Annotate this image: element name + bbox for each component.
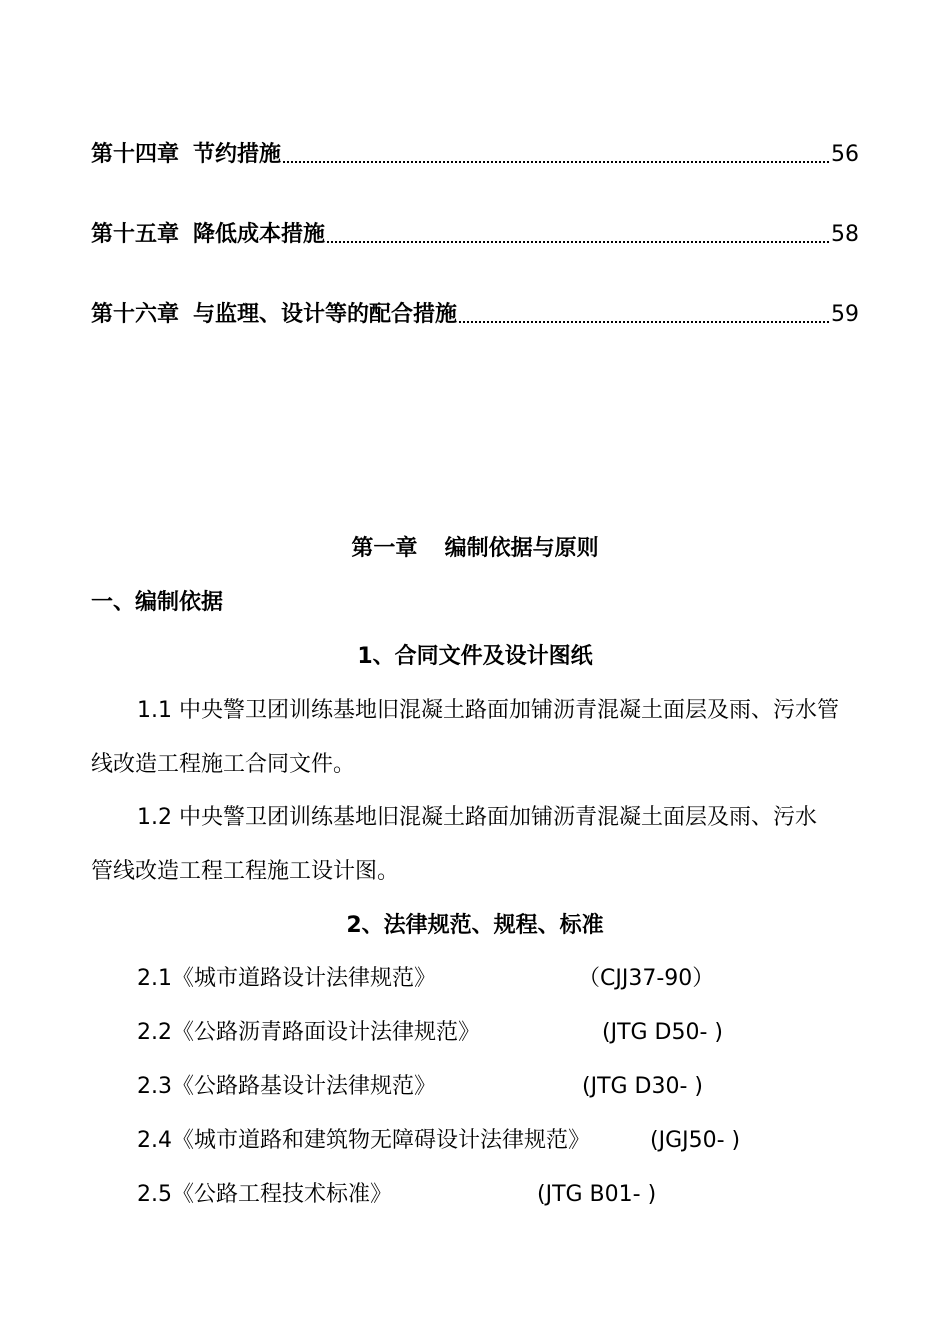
reference-name: 2.1《城市道路设计法律规范》 (137, 966, 436, 991)
reference-code: (JTG D50- ) (602, 1020, 723, 1045)
toc-chapter-number: 第十五章 (91, 222, 180, 247)
chapter-title: 编制依据与原则 (444, 536, 599, 561)
toc-chapter-number: 第十六章 (91, 302, 180, 327)
toc-page-number: 56 (831, 142, 859, 167)
reference-name: 2.3《公路路基设计法律规范》 (137, 1074, 436, 1099)
toc-chapter-number: 第十四章 (91, 142, 180, 167)
paragraph-line: 1.1 中央警卫团训练基地旧混凝土路面加铺沥青混凝土面层及雨、污水管 (137, 698, 839, 723)
chapter-number: 第一章 (351, 536, 418, 561)
toc-page-number: 59 (831, 302, 859, 327)
toc-entry[interactable] (91, 296, 859, 330)
section-heading: 一、编制依据 (91, 590, 224, 615)
toc-entry[interactable] (91, 136, 859, 170)
subsection-heading: 1、合同文件及设计图纸 (357, 644, 593, 669)
reference-name: 2.4《城市道路和建筑物无障碍设计法律规范》 (137, 1128, 590, 1153)
reference-code: (JTG B01- ) (537, 1182, 657, 1207)
toc-chapter-title: 节约措施 (193, 142, 282, 167)
toc-page-number: 58 (831, 222, 859, 247)
paragraph-line: 管线改造工程工程施工设计图。 (91, 859, 400, 884)
reference-name: 2.5《公路工程技术标准》 (137, 1182, 392, 1207)
paragraph-line: 1.2 中央警卫团训练基地旧混凝土路面加铺沥青混凝土面层及雨、污水 (137, 805, 817, 830)
paragraph-line: 线改造工程施工合同文件。 (91, 752, 356, 777)
reference-name: 2.2《公路沥青路面设计法律规范》 (137, 1020, 480, 1045)
reference-code: （CJJ37-90） (578, 966, 715, 991)
reference-code: (JGJ50- ) (650, 1128, 741, 1153)
toc-entry[interactable] (91, 216, 859, 250)
subsection-heading: 2、法律规范、规程、标准 (346, 913, 604, 938)
toc-dot-leader (283, 161, 829, 163)
chapter-heading (0, 534, 950, 564)
toc-dot-leader (327, 241, 829, 243)
toc-dot-leader (459, 321, 829, 323)
reference-code: (JTG D30- ) (582, 1074, 703, 1099)
toc-chapter-title: 与监理、设计等的配合措施 (193, 302, 458, 327)
toc-chapter-title: 降低成本措施 (193, 222, 326, 247)
